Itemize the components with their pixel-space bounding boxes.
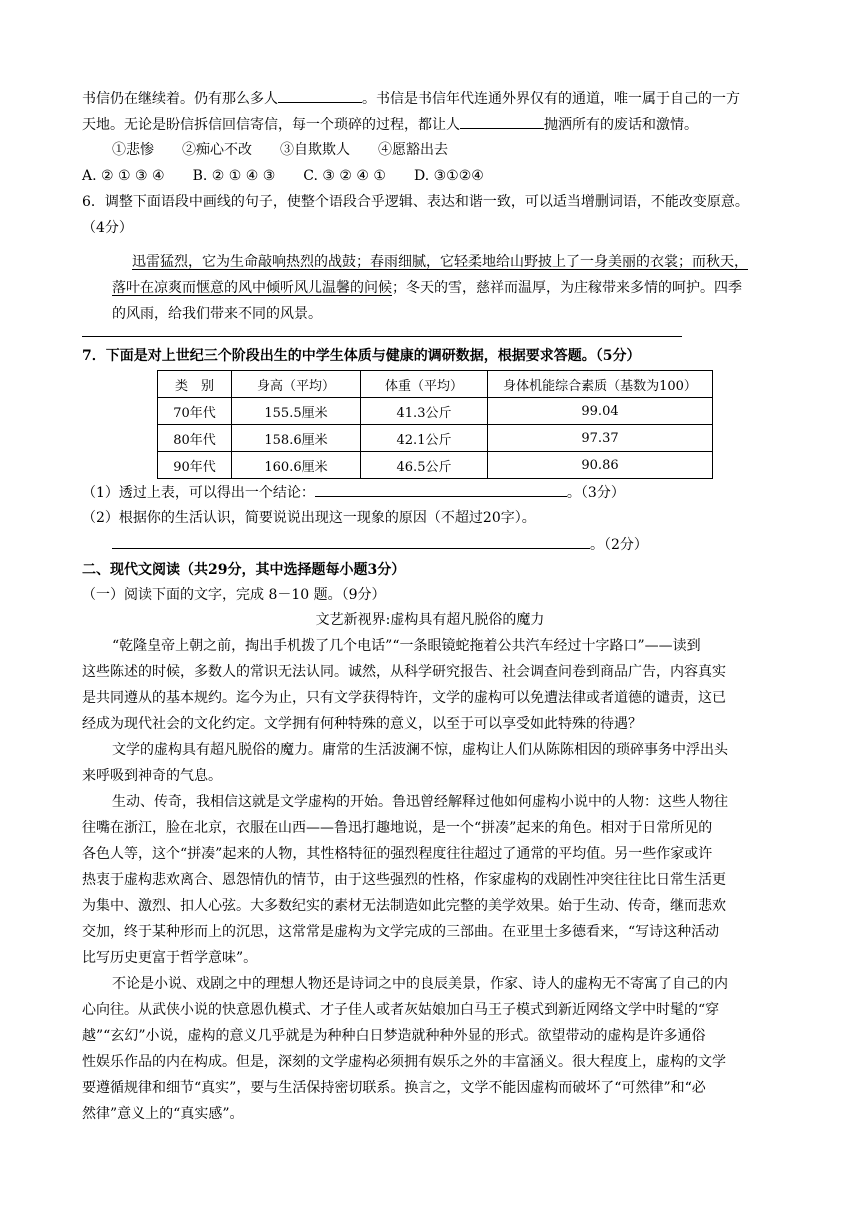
section-2-subheading: （一）阅读下面的文字，完成 8－10 题。（9分） [82, 587, 386, 603]
question-6-score: （4分） [82, 220, 133, 236]
word-choices: ①悲惨 ②痴心不改 ③自欺欺人 ④愿豁出去 [112, 142, 448, 158]
score-text: 。（2分） [590, 537, 648, 553]
question-7-prompt: 7．下面是对上世纪三个阶段出生的中学生体质与健康的调研数据，根据要求答题。（5分） [82, 348, 641, 364]
answer-line [82, 336, 682, 337]
header-category: 类 别 [158, 371, 232, 398]
score-text: 。（3分） [566, 485, 625, 501]
passage-text: 。书信是书信年代连通外界仅有的通道，唯一属于自己的一方 [362, 91, 740, 107]
table-cell: 46.5公斤 [361, 452, 488, 479]
table-cell: 160.6厘米 [232, 452, 361, 479]
table-row [158, 425, 713, 452]
article-line: 文学的虚构具有超凡脱俗的魔力。庸常的生活波澜不惊，虚构让人们从陈陈相因的琐碎事务中浮出头 [112, 742, 728, 758]
table-row [158, 398, 713, 425]
answer-blank [278, 88, 362, 103]
answer-blank [112, 534, 590, 549]
table-cell: 42.1公斤 [361, 425, 488, 452]
answer-options: A. ② ① ③ ④ B. ② ① ④ ③ C. ③ ② ④ ① D. ③①②④ [82, 168, 484, 184]
table-cell: 70年代 [158, 398, 232, 425]
article-line: 热衷于虚构悲欢离合、恩怨情仇的情节，由于这些强烈的性格，作家虚构的戏剧性冲突往往比日常生活更 [82, 872, 726, 888]
underlined-sentence: 迅雷猛烈，它为生命敲响热烈的战鼓；春雨细腻，它轻柔地给山野披上了一身美丽的衣裳；而秋天， [132, 254, 748, 270]
article-line: 为集中、激烈、扣人心弦。大多数纪实的素材无法制造如此完整的美学效果。始于生动、传奇，继而悲欢 [82, 898, 726, 914]
article-line: 性娱乐作品的内在构成。但是，深刻的文学虚构必须拥有娱乐之外的丰富涵义。很大程度上，虚构的文学 [82, 1054, 726, 1070]
header-fitness: 身体机能综合素质（基数为100） [488, 371, 713, 398]
q7-sub2: （2）根据你的生活认识，简要说说出现这一现象的原因（不超过20字）。 [82, 510, 536, 526]
q6-paragraph-line-3: 的风雨，给我们带来不同的风景。 [112, 306, 322, 322]
table-cell: 99.04 [488, 398, 713, 425]
article-line: 各色人等，这个“拼凑”起来的人物，其性格特征的强烈程度往往超过了通常的平均值。另一些作家或许 [82, 846, 713, 862]
q7-sub2-answer [112, 534, 648, 554]
section-2-heading: 二、现代文阅读（共29分，其中选择题每小题3分） [82, 562, 406, 578]
passage-text: 书信仍在继续着。仍有那么多人 [82, 91, 278, 107]
article-line: 比写历史更富于哲学意味”。 [82, 950, 258, 966]
article-line: 是共同遵从的基本规约。迄今为止，只有文学获得特许，文学的虚构可以免遭法律或者道德的谴责，这已 [82, 690, 726, 706]
passage-text: 抛洒所有的废话和激情。 [544, 117, 698, 133]
underlined-sentence: 落叶在凉爽而惬意的风中倾听风儿温馨的问候 [112, 280, 392, 296]
article-line: 生动、传奇，我相信这就是文学虚构的开始。鲁迅曾经解释过他如何虚构小说中的人物：这些人物往 [112, 794, 728, 810]
question-6-prompt: 6．调整下面语段中画线的句子，使整个语段合乎逻辑、表达和谐一致，可以适当增删词语，不能改变原意。 [82, 194, 749, 210]
header-height: 身高（平均） [232, 371, 361, 398]
q6-paragraph-line-1 [132, 252, 748, 272]
q7-sub1 [82, 482, 625, 502]
table-cell: 155.5厘米 [232, 398, 361, 425]
passage-text: 天地。无论是盼信拆信回信寄信，每一个琐碎的过程，都让人 [82, 117, 460, 133]
header-weight: 体重（平均） [361, 371, 488, 398]
table-cell: 158.6厘米 [232, 425, 361, 452]
table-cell: 41.3公斤 [361, 398, 488, 425]
article-line: 往嘴在浙江，脸在北京，衣服在山西——鲁迅打趣地说，是一个“拼凑”起来的角色。相对于日常所见的 [82, 820, 713, 836]
article-line: 越”“玄幻”小说，虚构的意义几乎就是为种种白日梦造就种种外显的形式。欲望带动的虚构是许多通俗 [82, 1028, 706, 1044]
table-cell: 90.86 [488, 452, 713, 479]
article-line: 来呼吸到神奇的气息。 [82, 768, 222, 784]
table-cell: 97.37 [488, 425, 713, 452]
article-line: 要遵循规律和细节“真实”，要与生活保持密切联系。换言之，文学不能因虚构而破坏了“可然律”和“必 [82, 1080, 706, 1096]
article-line: 交加，终于某种形而上的沉思，这常常是虚构为文学完成的三部曲。在亚里士多德看来，“写诗这种活动 [82, 924, 720, 940]
answer-blank [460, 114, 544, 129]
paragraph-text: ；冬天的雪，慈祥而温厚，为庄稼带来多情的呵护。四季 [392, 280, 742, 296]
article-line: 心向往。从武侠小说的快意恩仇模式、才子佳人或者灰姑娘加白马王子模式到新近网络文学中时髦的“穿 [82, 1002, 720, 1018]
answer-blank [315, 482, 567, 497]
article-line: 然律”意义上的“真实感”。 [82, 1106, 244, 1122]
survey-table [157, 370, 713, 479]
article-line: 不论是小说、戏剧之中的理想人物还是诗词之中的良辰美景，作家、诗人的虚构无不寄寓了自己的内 [112, 976, 728, 992]
article-line: 这些陈述的时候，多数人的常识无法认同。诚然，从科学研究报告、社会调查问卷到商品广告，内容真实 [82, 664, 726, 680]
table-row [158, 452, 713, 479]
passage-line-1 [82, 88, 740, 108]
table-cell: 90年代 [158, 452, 232, 479]
article-line: “乾隆皇帝上朝之前，掏出手机拨了几个电话”“一条眼镜蛇拖着公共汽车经过十字路口”——读到 [112, 638, 701, 654]
q6-paragraph-line-2 [112, 278, 742, 298]
article-title: 文艺新视界:虚构具有超凡脱俗的魔力 [315, 612, 545, 628]
article-line: 经成为现代社会的文化约定。文学拥有何种特殊的意义，以至于可以享受如此特殊的待遇？ [82, 716, 642, 732]
table-cell: 80年代 [158, 425, 232, 452]
passage-line-2 [82, 114, 698, 134]
table-header-row [158, 371, 713, 398]
question-text: （1）透过上表，可以得出一个结论： [82, 485, 315, 501]
